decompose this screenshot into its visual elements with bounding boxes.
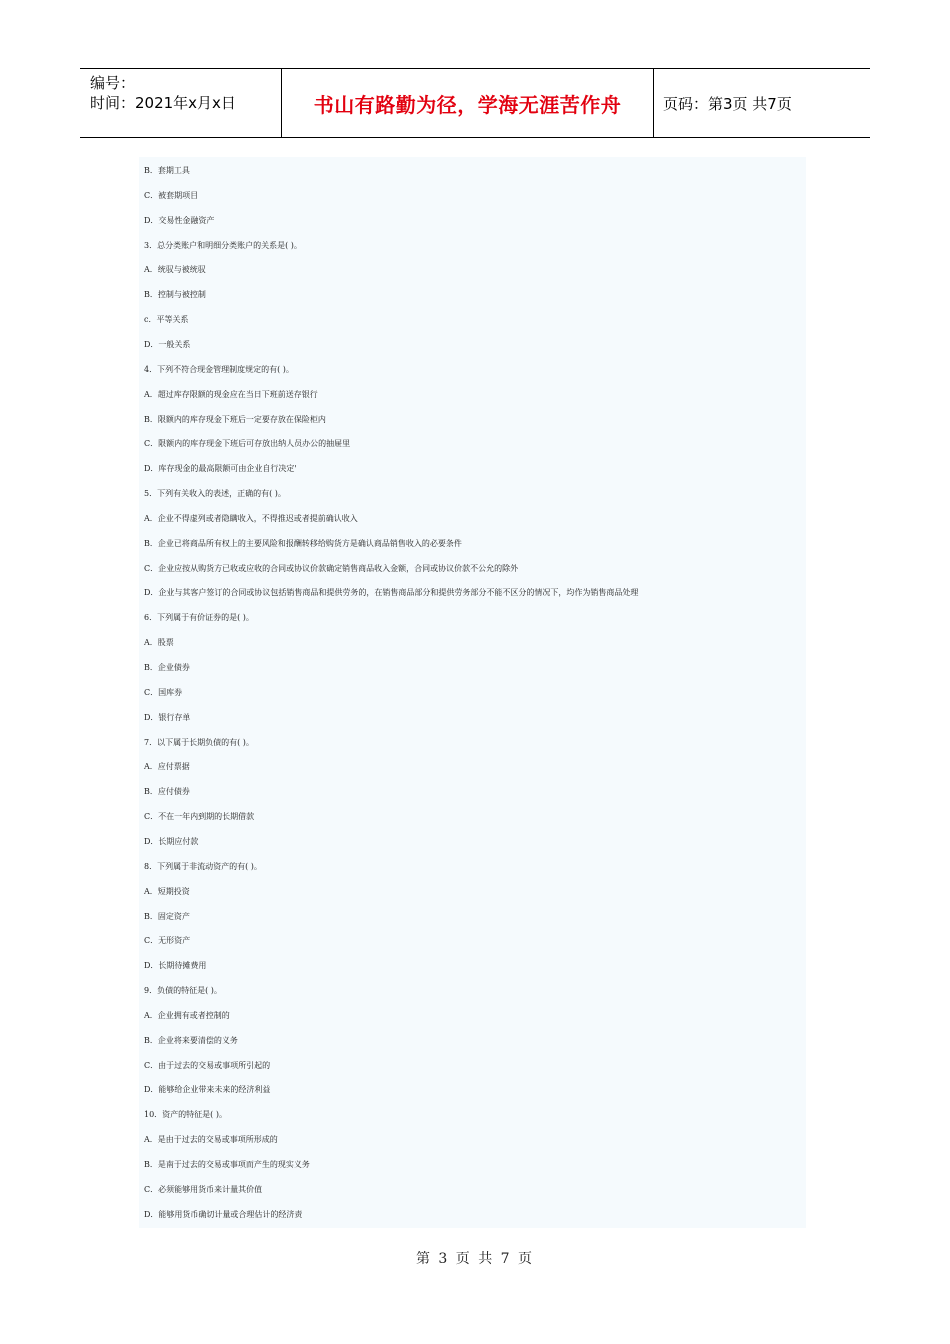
text-line: D．企业与其客户签订的合同或协议包括销售商品和提供劳务的，在销售商品部分和提供劳务部分不能不区分的情况下，均作为销售商品处理 — [144, 588, 639, 598]
text-line: B．是南于过去的交易或事项而产生的现实义务 — [144, 1160, 310, 1169]
text-line: 6．下列属于有价证券的是( )。 — [144, 613, 254, 623]
header-meta — [80, 69, 282, 137]
text-line: A．超过库存限额的现金应在当日下班前送存银行 — [144, 389, 318, 399]
text-line: 5．下列有关收入的表述，正确的有( )。 — [144, 489, 286, 499]
text-line: C．由于过去的交易或事项所引起的 — [144, 1060, 271, 1070]
time-label: 时间：2021年x月x日 — [90, 94, 236, 112]
text-line: D．银行存单 — [144, 712, 191, 722]
text-line: D．能够用货币确切计量或合理估计的经济责 — [144, 1209, 303, 1219]
number-label: 编号： — [90, 74, 136, 92]
text-line: 9．负债的特征是( )。 — [144, 986, 222, 996]
text-line: B．限额内的库存现金下班后一定要存放在保险柜内 — [144, 414, 326, 424]
text-line: A．应付票据 — [144, 762, 190, 772]
text-line: 3．总分类账户和明细分类账户的关系是( )。 — [144, 240, 302, 250]
text-line: D．库存现金的最高限额可由企业自行决定' — [144, 464, 297, 474]
text-line: D．一般关系 — [144, 339, 191, 349]
text-line: C．国库券 — [144, 687, 183, 697]
text-line: A．短期投资 — [144, 886, 190, 896]
text-line: D．长期待摊费用 — [144, 961, 207, 971]
text-line: A．股票 — [144, 638, 174, 648]
header-motto: 书山有路勤为径，学海无涯苦作舟 — [282, 69, 654, 137]
text-line: B．控制与被控制 — [144, 290, 206, 300]
text-line: 7．以下属于长期负债的有( )。 — [144, 737, 254, 747]
text-line: A．统驭与被统驭 — [144, 265, 206, 275]
text-line: B．固定资产 — [144, 911, 190, 921]
text-line: 4．下列不符合现金管理制度规定的有( )。 — [144, 364, 294, 374]
text-line: c．平等关系 — [144, 315, 189, 325]
page-footer: 第 3 页 共 7 页 — [415, 1251, 535, 1267]
text-line: C．无形资产 — [144, 936, 191, 946]
text-line: A．企业不得虚列或者隐瞒收入，不得推迟或者提前确认收入 — [144, 513, 358, 523]
text-line: D．能够给企业带来未来的经济利益 — [144, 1085, 271, 1095]
text-line: A．企业拥有或者控制的 — [144, 1010, 230, 1020]
text-line: C．被套期项目 — [144, 190, 199, 200]
header-page-label: 页码：第3页 共7页 — [663, 94, 792, 113]
text-line: C．企业应按从购货方已收或应收的合同或协议价款确定销售商品收入金额，合同或协议价款不公允的除外 — [144, 563, 519, 573]
page-header — [80, 68, 870, 138]
text-line: D．交易性金融资产 — [144, 215, 215, 225]
text-line: B．企业债券 — [144, 663, 190, 672]
text-line: D．长期应付款 — [144, 836, 199, 846]
text-line: C．限额内的库存现金下班后可存放出纳人员办公的抽屉里 — [144, 439, 351, 449]
text-line: B．套期工具 — [144, 166, 190, 175]
text-line: A．是由于过去的交易或事项所形成的 — [144, 1135, 278, 1145]
text-line: B．企业将来要清偿的义务 — [144, 1035, 238, 1045]
text-line: B．应付债券 — [144, 787, 190, 797]
text-line: B．企业已将商品所有权上的主要风险和报酬转移给购货方是确认商品销售收入的必要条件 — [144, 538, 462, 548]
text-line: C．不在一年内到期的长期借款 — [144, 812, 255, 822]
text-line: 10．资产的特征是( )。 — [144, 1110, 227, 1120]
text-line: 8．下列属于非流动资产的有( )。 — [144, 861, 262, 871]
text-line: C．必须能够用货币来计量其价值 — [144, 1184, 263, 1194]
content-area — [139, 157, 806, 1228]
